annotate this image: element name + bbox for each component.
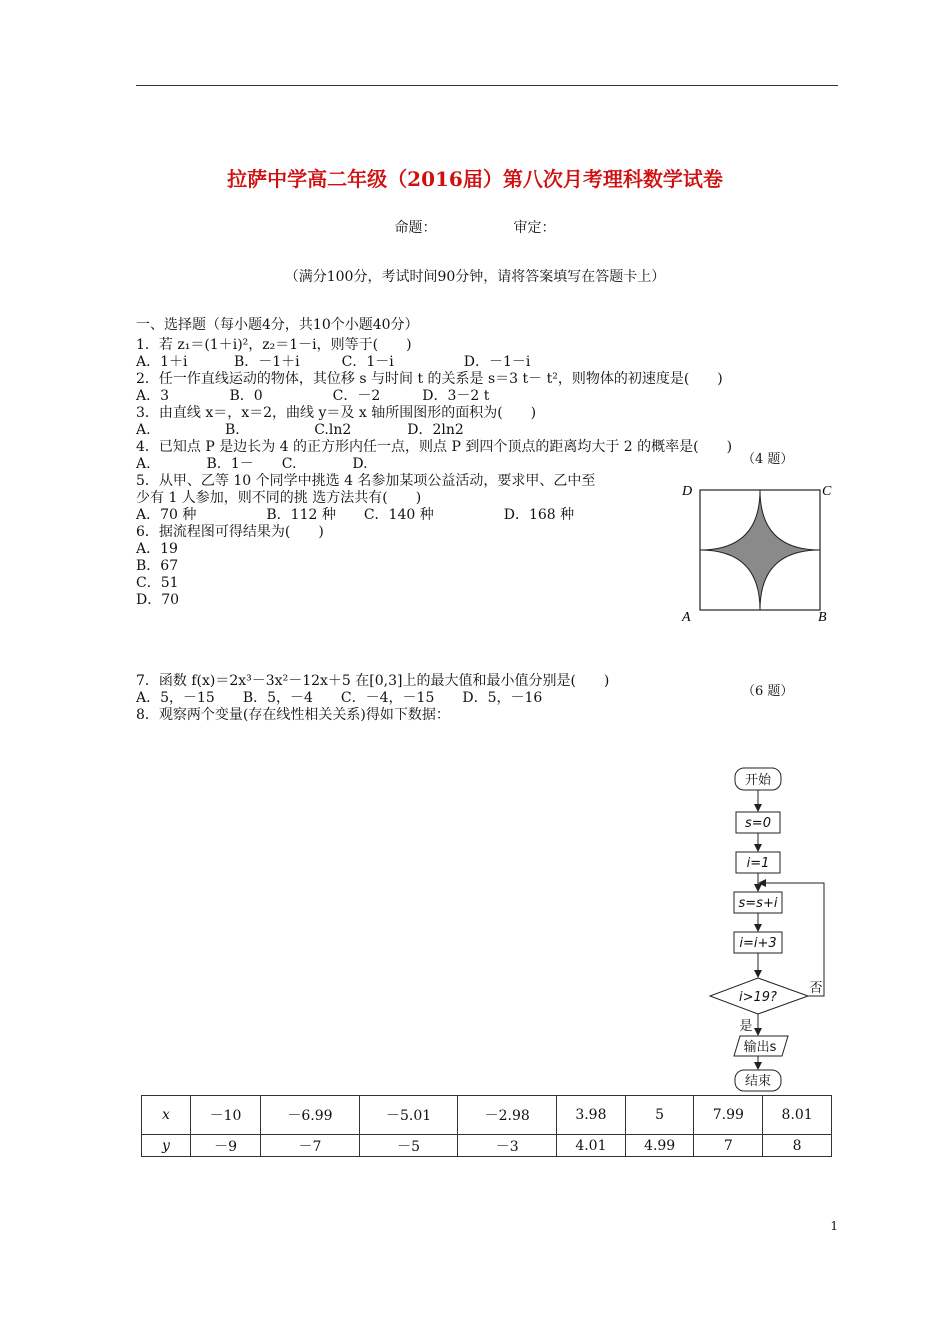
- end-label: 结束: [744, 1074, 772, 1089]
- question-3: 3．由直线 x＝，x＝2，曲线 y＝及 x 轴所围图形的面积为( ): [136, 405, 537, 421]
- question-6-option-b: B．67: [136, 558, 179, 574]
- table-cell: －5: [359, 1135, 458, 1157]
- row-header-x: x: [142, 1096, 191, 1135]
- question-6-option-c: C．51: [136, 575, 179, 591]
- table-cell: －7: [261, 1135, 360, 1157]
- question-4-options: A. B．1－ C. D.: [136, 456, 368, 472]
- update-s-label: s=s+i: [738, 896, 778, 911]
- page-number: 1: [830, 1219, 838, 1233]
- question-6-option-d: D．70: [136, 592, 180, 608]
- table-cell: －6.99: [261, 1096, 360, 1135]
- question-1-options: A．1＋i B．－1＋i C．1－i D．－1－i: [136, 354, 531, 370]
- question-5-options: A．70 种 B．112 种 C．140 种 D．168 种: [136, 507, 575, 523]
- update-i-label: i=i+3: [739, 936, 777, 951]
- table-row-x: [142, 1096, 832, 1135]
- vertex-a-label: A: [682, 610, 691, 625]
- flowchart: [700, 760, 840, 1095]
- start-label: 开始: [744, 773, 772, 788]
- question-2-options: A．3 B．0 C．－2 D．3－2 t: [136, 388, 490, 404]
- condition-label: i>19?: [739, 990, 777, 1005]
- section-heading: 一、选择题（每小题4分，共10个小题40分）: [136, 317, 419, 333]
- table-cell: 4.01: [557, 1135, 626, 1157]
- figure-6-caption: （6 题）: [742, 684, 794, 699]
- table-cell: －9: [191, 1135, 261, 1157]
- question-2: 2．任一作直线运动的物体，其位移 s 与时间 t 的关系是 s＝3 t－ t²，则物体的初速度是( ): [136, 371, 723, 387]
- exam-note: （满分100分，考试时间90分钟，请将答案填写在答题卡上）: [284, 269, 666, 285]
- table-cell: 4.99: [625, 1135, 694, 1157]
- question-6: 6．据流程图可得结果为( ): [136, 524, 324, 540]
- table-cell: 3.98: [557, 1096, 626, 1135]
- table-cell: －5.01: [359, 1096, 458, 1135]
- init-i-label: i=1: [746, 856, 770, 871]
- authors-line: 命题： 审定：: [394, 220, 556, 236]
- vertex-b-label: B: [818, 610, 827, 625]
- vertex-d-label: D: [682, 484, 693, 499]
- table-cell: 7: [694, 1135, 763, 1157]
- output-label: 输出s: [743, 1040, 777, 1055]
- table-row-y: [142, 1135, 832, 1157]
- table-cell: －3: [458, 1135, 557, 1157]
- question-5-cont: 少有 1 人参加，则不同的挑 选方法共有( ): [136, 490, 422, 506]
- question-4: 4．已知点 P 是边长为 4 的正方形内任一点，则点 P 到四个顶点的距离均大于 2 的概率是( ): [136, 439, 733, 455]
- table-cell: 8.01: [763, 1096, 832, 1135]
- init-s-label: s=0: [745, 816, 771, 831]
- table-cell: －10: [191, 1096, 261, 1135]
- question-3-options: A. B. C.ln2 D．2ln2: [136, 422, 464, 438]
- data-table: [141, 1095, 832, 1157]
- question-7: 7．函数 f(x)＝2x³－3x²－12x＋5 在[0,3]上的最大值和最小值分别是( ): [136, 673, 610, 689]
- question-1: 1．若 z₁＝(1＋i)²，z₂＝1－i，则等于( ): [136, 337, 412, 353]
- yes-label: 是: [739, 1019, 753, 1034]
- table-cell: 7.99: [694, 1096, 763, 1135]
- figure-4-caption: （4 题）: [742, 452, 794, 467]
- question-7-options: A．5，－15 B．5，－4 C．－4，－15 D．5，－16: [136, 690, 543, 706]
- header-rule: [136, 85, 838, 86]
- row-header-y: y: [142, 1135, 191, 1157]
- exam-title: 拉萨中学高二年级（2016届）第八次月考理科数学试卷: [227, 167, 723, 191]
- question-5: 5．从甲、乙等 10 个同学中挑选 4 名参加某项公益活动，要求甲、乙中至: [136, 473, 596, 489]
- question-6-option-a: A．19: [136, 541, 178, 557]
- table-cell: 8: [763, 1135, 832, 1157]
- question-8: 8．观察两个变量(存在线性相关关系)得如下数据：: [136, 707, 450, 723]
- table-cell: －2.98: [458, 1096, 557, 1135]
- vertex-c-label: C: [822, 484, 832, 499]
- square-figure: [676, 478, 846, 626]
- table-cell: 5: [625, 1096, 694, 1135]
- no-label: 否: [809, 981, 823, 996]
